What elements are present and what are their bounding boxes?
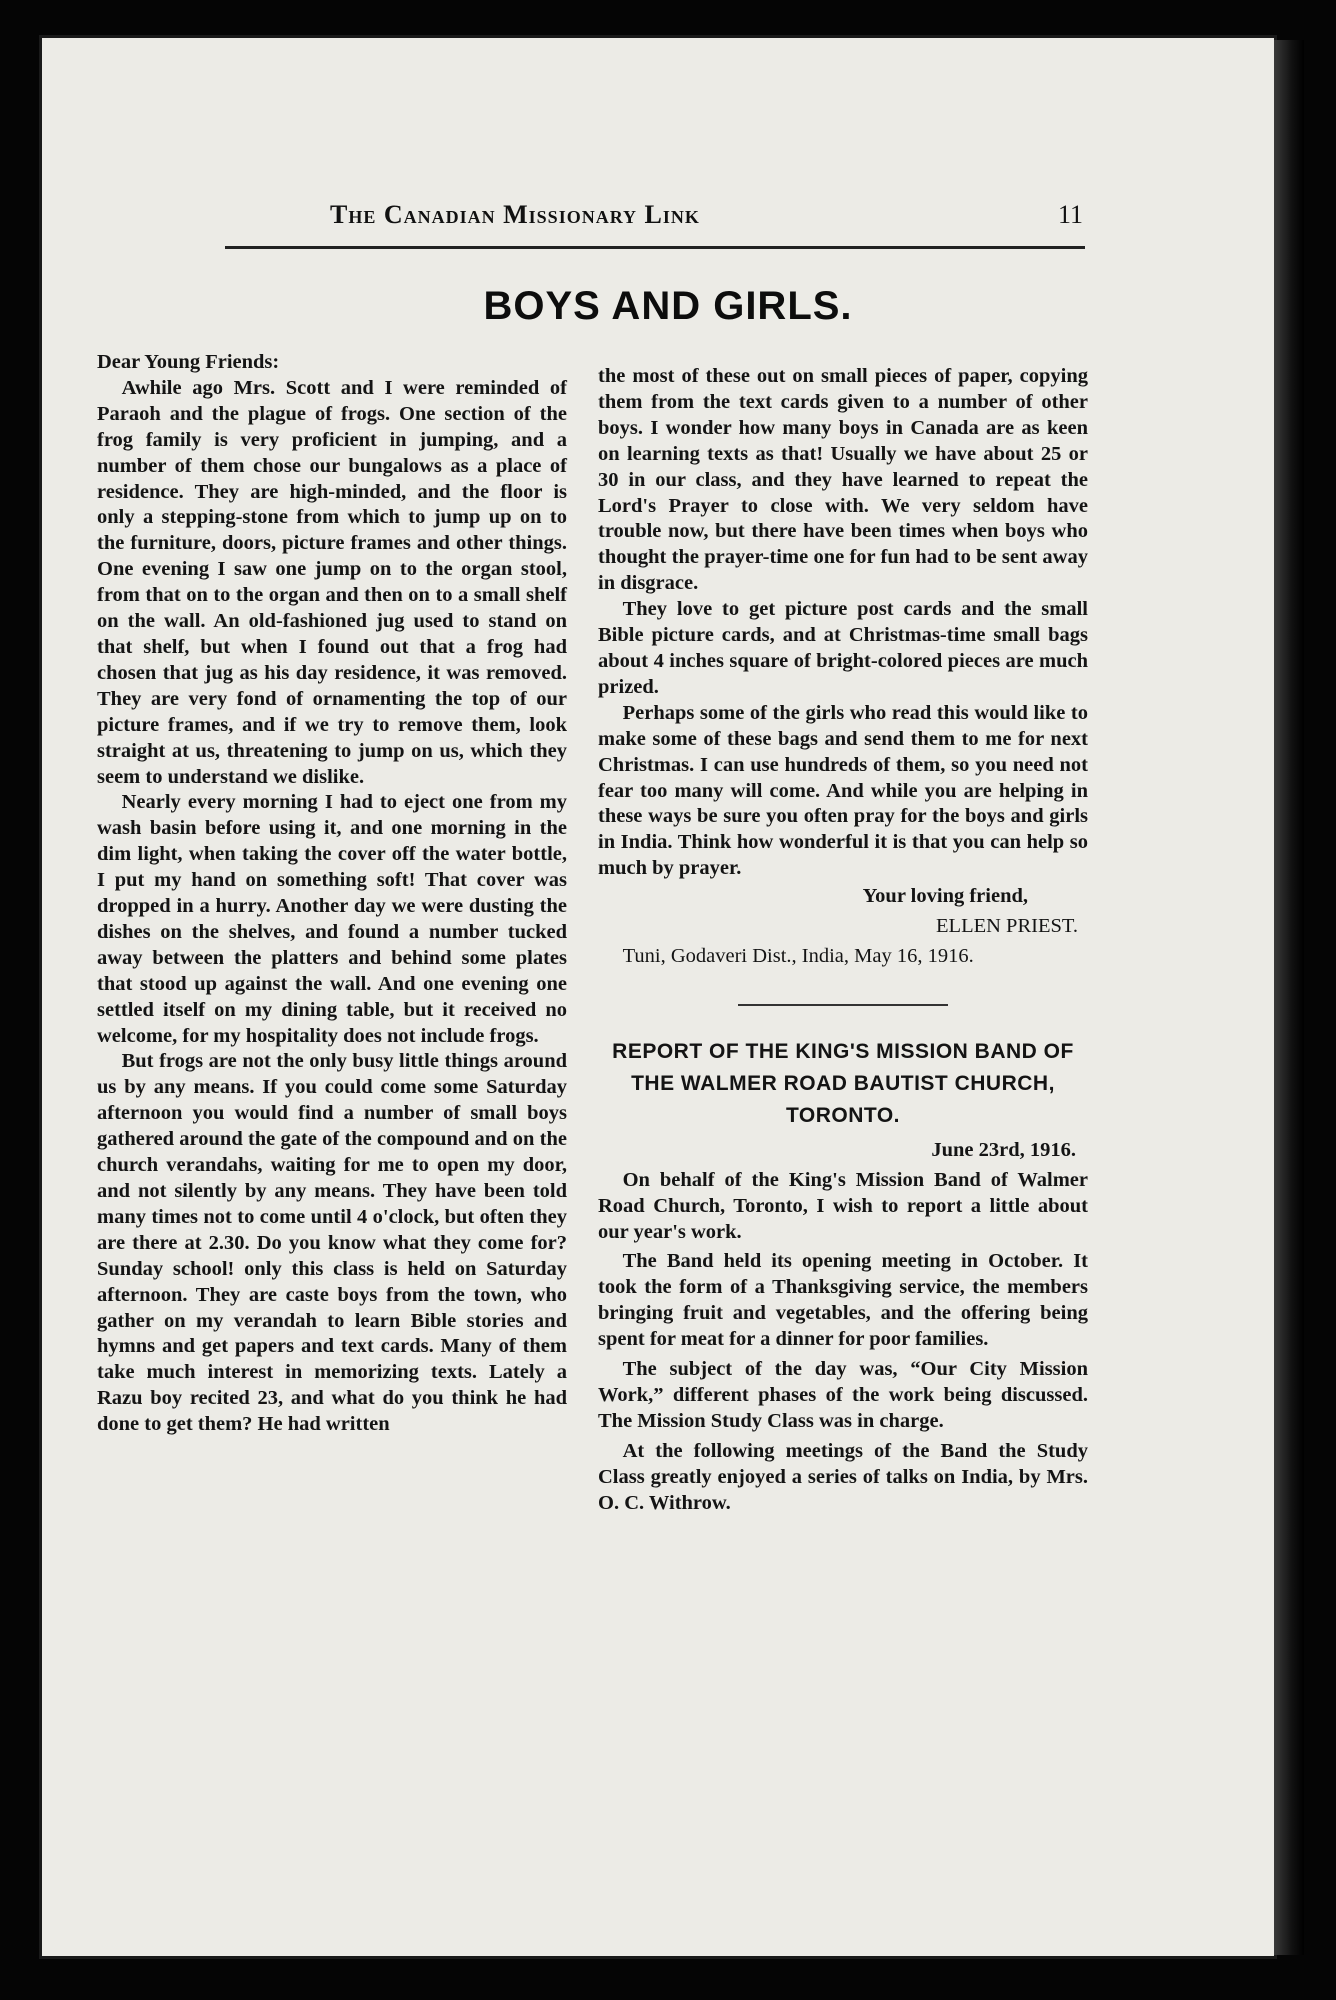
report-paragraph: The subject of the day was, “Our City Mission Work,” different phases of the work being discussed. The Mission Study Class was in charge. — [598, 1358, 1088, 1432]
page-number: 11 — [1058, 200, 1084, 229]
right-column — [598, 364, 1088, 1517]
header-rule — [225, 246, 1085, 249]
letter-place-date: Tuni, Godaveri Dist., India, May 16, 1916. — [622, 944, 974, 967]
letter-signature: ELLEN PRIEST. — [936, 915, 1078, 938]
letter-paragraph: Nearly every morning I had to eject one from my wash basin before using it, and one morning in the dim light, when taking the cover off the water bottle, I put my hand on something soft! That cover was dropped in a hurry. Another day we were dusting the dishes on the shelves, and found a number tucked away between the platters and behind some plates that stood up against the wall. And one evening one settled itself on my dining table, but it received no welcome, for my hospitality does not include frogs. — [97, 791, 567, 1047]
letter-salutation: Dear Young Friends: — [97, 351, 280, 373]
report-title: REPORT OF THE KING'S MISSION BAND OF THE WALMER ROAD BAUTIST CHURCH, TORONTO. — [612, 1039, 1074, 1127]
running-title: The Canadian Missionary Link — [330, 200, 700, 229]
report-paragraph: At the following meetings of the Band the Study Class greatly enjoyed a series of talks on India, by Mrs. O. C. Withrow. — [598, 1439, 1088, 1514]
letter-paragraph: They love to get picture post cards and the small Bible picture cards, and at Christmas-time small bags about 4 inches square of bright-colored pieces are much prized. — [598, 598, 1088, 698]
letter-closing: Your loving friend, — [862, 885, 1028, 908]
letter-paragraph: the most of these out on small pieces of paper, copying them from the text cards given to a number of other boys. I wonder how many boys in Canada are as keen on learning texts as that! Usually we have about 25 or 30 in our class, and they have learned to repeat the Lord's Prayer to close with. We very seldom have trouble now, but there have been times when boys who thought the prayer-time one for fun had to be sent away in disgrace. — [598, 365, 1088, 595]
report-paragraph: The Band held its opening meeting in October. It took the form of a Thanksgiving service, the members bringing fruit and vegetables, and the offering being spent for meat for a dinner for poor families. — [598, 1250, 1088, 1351]
letter-paragraph: But frogs are not the only busy little things around us by any means. If you could come some Saturday afternoon you would find a number of small boys gathered around the gate of the compound and on the church verandahs, waiting for me to open my door, and not silently by any means. They have been told many times not to come until 4 o'clock, but often they are there at 2.30. Do you know what they come for? Sunday school! only this class is held on Saturday afternoon. They are caste boys from the town, who gather on my verandah to learn Bible stories and hymns and get papers and text cards. Many of them take much interest in memorizing texts. Lately a Razu boy recited 23, and what do you think he had done to get them? He had written — [97, 1050, 567, 1436]
section-title: BOYS AND GIRLS. — [483, 284, 853, 328]
section-divider — [738, 1004, 948, 1006]
letter-paragraph: Awhile ago Mrs. Scott and I were reminded of Paraoh and the plague of frogs. One section of the frog family is very proficient in jumping, and a number of them chose our bungalows as a place of residence. They are high-minded, and the floor is only a stepping-stone from which to jump up on to the furniture, doors, picture frames and other things. One evening I saw one jump on to the organ stool, from that on to the organ and then on to a small shelf on the wall. An old-fashioned jug used to stand on that shelf, but when I found out that a frog had chosen that jug as his day residence, it was removed. They are very fond of ornamenting the top of our picture frames, and if we try to remove them, look straight at us, threatening to jump on us, which they seem to understand we dislike. — [97, 376, 567, 788]
report-paragraph: On behalf of the King's Mission Band of Walmer Road Church, Toronto, I wish to report a little about our year's work. — [598, 1168, 1088, 1243]
letter-paragraph: Perhaps some of the girls who read this would like to make some of these bags and send them to me for next Christmas. I can use hundreds of them, so you need not fear too many will come. And while you are helping in these ways be sure you often pray for the boys and girls in India. Think how wonderful it is that you can help so much by prayer. — [598, 701, 1088, 880]
left-column — [97, 350, 567, 1438]
report-date: June 23rd, 1916. — [931, 1138, 1076, 1161]
